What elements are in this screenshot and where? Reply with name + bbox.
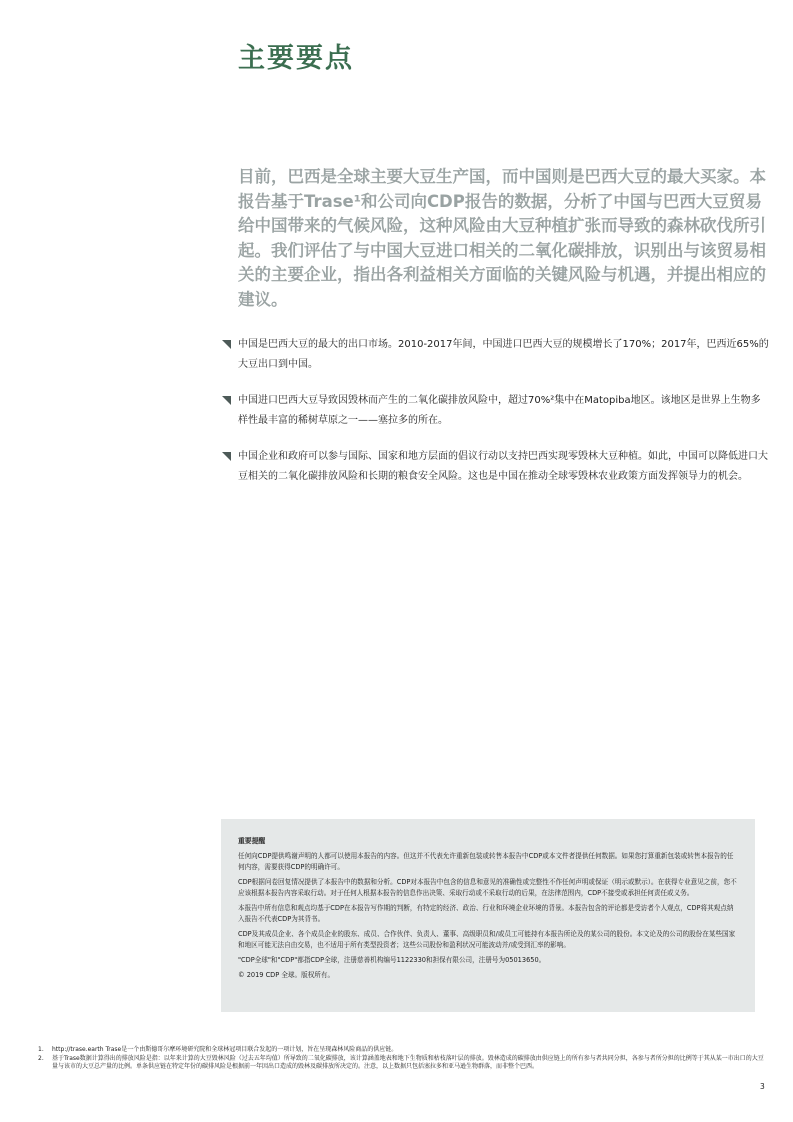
footnote-text: 基于Trase数据计算得出的排放风险是指：以年来计算的大豆毁林风险（过去五年均值）所导致的二氧化碳排放，该计算涵盖地表和地下生物质和枯枝落叶层的排放。毁林造成的碳排放由供应链上的所有参与者共同分担，各参与者所分担的比例等于其从某一市出口的大豆量与该市的大豆总产量的比例。单条供应链在特定年份的碳排风险是根据前一年因出口造成的毁林及碳排放所决定的。注意，以上数据只包括塞拉多和亚马逊生物群落，而非整个巴西。 (52, 1054, 764, 1070)
page-number: 3 (760, 1082, 765, 1091)
footnote-text: http://trase.earth Trase是一个由斯德哥尔摩环境研究院和全球林冠项目联合发起的一项计划，旨在呈现森林风险商品的供应链。 (52, 1046, 398, 1053)
lead-paragraph: 目前，巴西是全球主要大豆生产国，而中国则是巴西大豆的最大买家。本报告基于Trase¹和公司向CDP报告的数据，分析了中国与巴西大豆贸易给中国带来的气候风险，这种风险由大豆种植扩张而导致的森林砍伐所引起。我们评估了与中国大豆进口相关的二氧化碳排放，识别出与该贸易相关的主要企业，指出各利益相关方面临的关键风险与机遇，并提出相应的建议。 (238, 167, 766, 309)
important-notice-box (221, 819, 755, 1012)
key-point-item (222, 447, 770, 487)
key-point-text: 中国企业和政府可以参与国际、国家和地方层面的倡议行动以支持巴西实现零毁林大豆种植。如此，中国可以降低进口大豆相关的二氧化碳排放风险和长期的粮食安全风险。这也是中国在推动全球零毁林农业政策方面发挥领导力的机会。 (238, 451, 768, 482)
footnote-number: 1. (38, 1046, 44, 1053)
footnote-item (38, 1046, 768, 1055)
key-point-item (222, 335, 770, 375)
key-point-text: 中国进口巴西大豆导致因毁林而产生的二氧化碳排放风险中，超过70%²集中在Matopiba地区。该地区是世界上生物多样性最丰富的稀树草原之一——塞拉多的所在。 (238, 395, 761, 426)
footnotes (38, 1046, 768, 1072)
notice-paragraph: "CDP全球"和"CDP"都指CDP全球，注册慈善机构编号1122330和担保有限公司，注册号为05013650。 (238, 956, 546, 964)
notice-paragraph: 任何向CDP提供鸣谢声明的人都可以使用本报告的内容。但这并不代表允许重新包装或转售本报告中CDP或本文件者提供任何数据。如果您打算重新包装或转售本报告的任何内容，需要获得CDP的明确许可。 (238, 852, 734, 871)
footnote-item (38, 1055, 768, 1072)
footnote-number: 2. (38, 1054, 44, 1062)
triangle-bullet-icon (222, 396, 231, 405)
notice-paragraph: © 2019 CDP 全球。版权所有。 (238, 971, 335, 979)
page-title: 主要要点 (238, 43, 354, 74)
notice-paragraph: 本报告中所有信息和观点均基于CDP在本报告写作期的判断，有特定的经济、政治、行业和环境企业环境的背景。本报告包含的评论都是受访者个人观点，CDP将其观点纳入报告不代表CDP为其背书。 (238, 904, 734, 923)
notice-title: 重要提醒 (238, 837, 266, 845)
triangle-bullet-icon (222, 340, 231, 349)
key-point-text: 中国是巴西大豆的最大的出口市场。2010-2017年间，中国进口巴西大豆的规模增长了170%；2017年，巴西近65%的大豆出口到中国。 (238, 339, 769, 370)
key-points-list (222, 335, 770, 487)
triangle-bullet-icon (222, 452, 231, 461)
notice-paragraph: CDP根据问卷回复情况提供了本报告中的数据和分析。CDP对本报告中包含的信息和意见的准确性或完整性不作任何声明或保证（明示或默示）。在获得专业意见之前，您不应该根据本报告内容采取行动。对于任何人根据本报告的信息作出决策、采取行动或不采取行动的后果，在法律范围内，CDP不接受或承担任何责任或义务。 (238, 878, 737, 897)
key-point-item (222, 391, 770, 431)
notice-paragraph: CDP及其成员企业、各个成员企业的股东、成员、合作伙伴、负责人、董事、高级职员和/或员工可能持有本报告所论及的某公司的股份。本文论及的公司的股份在某些国家和地区可能无法自由交易，也不适用于所有类型投资者；这些公司股份和盈利状况可能波动并/或受到汇率的影响。 (238, 930, 736, 949)
